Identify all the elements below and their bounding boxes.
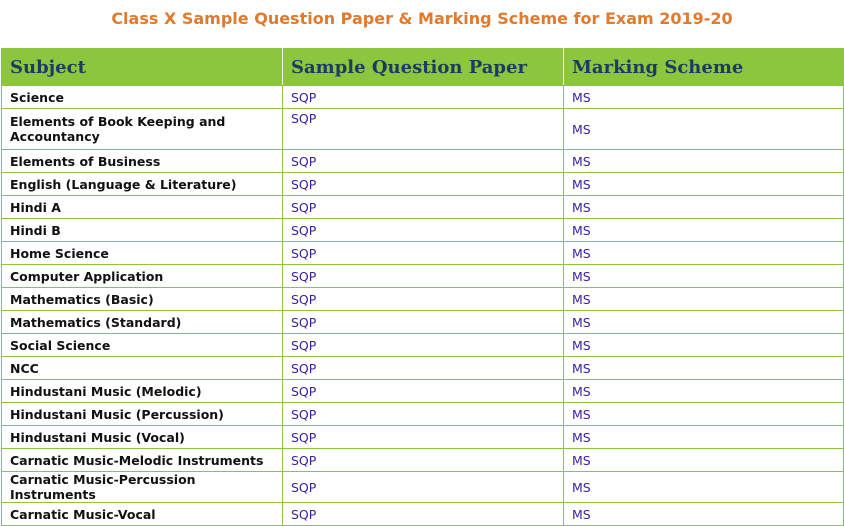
ms-link-label[interactable]: MS (572, 337, 591, 353)
subject-cell: Elements of Business (2, 150, 283, 173)
ms-link-label[interactable]: MS (572, 153, 591, 169)
sqp-link-label[interactable]: SQP (291, 245, 317, 261)
sqp-link[interactable] (283, 426, 564, 449)
ms-link[interactable] (564, 449, 844, 472)
subject-cell: Hindi B (2, 219, 283, 242)
subject-cell: Carnatic Music-Melodic Instruments (2, 449, 283, 472)
ms-link-label[interactable]: MS (572, 121, 591, 137)
sqp-link[interactable] (283, 334, 564, 357)
sqp-link-label[interactable]: SQP (291, 111, 317, 126)
table-row (2, 357, 844, 380)
table-row (2, 242, 844, 265)
sqp-link-label[interactable]: SQP (291, 314, 317, 330)
sqp-link[interactable] (283, 173, 564, 196)
ms-link-label[interactable]: MS (572, 452, 591, 468)
sqp-link[interactable] (283, 288, 564, 311)
sqp-link-label[interactable]: SQP (291, 199, 317, 215)
table-row (2, 403, 844, 426)
subject-cell: Science (2, 86, 283, 109)
subject-cell: Elements of Book Keeping and Accountancy (2, 109, 283, 150)
sqp-link[interactable] (283, 503, 564, 526)
ms-link-label[interactable]: MS (572, 89, 591, 105)
sqp-link-label[interactable]: SQP (291, 506, 317, 522)
ms-link[interactable] (564, 288, 844, 311)
sqp-link-label[interactable]: SQP (291, 89, 317, 105)
sqp-link[interactable] (283, 403, 564, 426)
table-row (2, 196, 844, 219)
ms-link-label[interactable]: MS (572, 245, 591, 261)
sqp-link-label[interactable]: SQP (291, 452, 317, 468)
ms-link-label[interactable]: MS (572, 314, 591, 330)
sqp-link-label[interactable]: SQP (291, 406, 317, 422)
ms-link[interactable] (564, 219, 844, 242)
subject-cell: NCC (2, 357, 283, 380)
subjects-table (1, 48, 844, 526)
table-row (2, 311, 844, 334)
table-header-row (2, 49, 844, 86)
subject-cell: Home Science (2, 242, 283, 265)
subject-cell: Hindustani Music (Vocal) (2, 426, 283, 449)
sqp-link[interactable] (283, 449, 564, 472)
sqp-link-label[interactable]: SQP (291, 268, 317, 284)
subject-cell: English (Language & Literature) (2, 173, 283, 196)
column-header-subject: Subject (2, 49, 283, 86)
sqp-link[interactable] (283, 109, 564, 150)
sqp-link-label[interactable]: SQP (291, 383, 317, 399)
table-row (2, 265, 844, 288)
sqp-link[interactable] (283, 196, 564, 219)
table-row (2, 472, 844, 503)
sqp-link[interactable] (283, 311, 564, 334)
table-row (2, 449, 844, 472)
subject-cell: Hindustani Music (Percussion) (2, 403, 283, 426)
ms-link[interactable] (564, 426, 844, 449)
ms-link-label[interactable]: MS (572, 429, 591, 445)
page-title: Class X Sample Question Paper & Marking Scheme for Exam 2019-20 (111, 9, 733, 28)
sqp-link-label[interactable]: SQP (291, 176, 317, 192)
sqp-link[interactable] (283, 219, 564, 242)
subject-cell: Social Science (2, 334, 283, 357)
sqp-link-label[interactable]: SQP (291, 291, 317, 307)
subject-cell: Computer Application (2, 265, 283, 288)
sqp-link-label[interactable]: SQP (291, 429, 317, 445)
table-row (2, 334, 844, 357)
sqp-link-label[interactable]: SQP (291, 153, 317, 169)
subject-cell: Carnatic Music-Vocal (2, 503, 283, 526)
ms-link[interactable] (564, 150, 844, 173)
subject-cell: Hindi A (2, 196, 283, 219)
ms-link[interactable] (564, 357, 844, 380)
table-row (2, 109, 844, 150)
ms-link-label[interactable]: MS (572, 479, 591, 495)
sqp-link-label[interactable]: SQP (291, 360, 317, 376)
ms-link-label[interactable]: MS (572, 222, 591, 238)
sqp-link[interactable] (283, 380, 564, 403)
sqp-link[interactable] (283, 150, 564, 173)
table-row (2, 219, 844, 242)
table-row (2, 86, 844, 109)
ms-link-label[interactable]: MS (572, 291, 591, 307)
ms-link[interactable] (564, 196, 844, 219)
ms-link[interactable] (564, 265, 844, 288)
ms-link-label[interactable]: MS (572, 383, 591, 399)
sqp-link[interactable] (283, 242, 564, 265)
ms-link[interactable] (564, 472, 844, 503)
ms-link[interactable] (564, 242, 844, 265)
ms-link-label[interactable]: MS (572, 506, 591, 522)
ms-link-label[interactable]: MS (572, 406, 591, 422)
subject-cell: Carnatic Music-Percussion Instruments (2, 472, 283, 503)
ms-link[interactable] (564, 86, 844, 109)
sqp-link[interactable] (283, 86, 564, 109)
ms-link[interactable] (564, 380, 844, 403)
sqp-link[interactable] (283, 357, 564, 380)
ms-link-label[interactable]: MS (572, 360, 591, 376)
subject-cell: Mathematics (Standard) (2, 311, 283, 334)
sqp-link-label[interactable]: SQP (291, 337, 317, 353)
subject-cell: Hindustani Music (Melodic) (2, 380, 283, 403)
column-header-sample-question-paper: Sample Question Paper (283, 49, 564, 86)
ms-link[interactable] (564, 503, 844, 526)
sqp-link-label[interactable]: SQP (291, 479, 317, 495)
subject-cell: Mathematics (Basic) (2, 288, 283, 311)
table-row (2, 426, 844, 449)
table-row (2, 173, 844, 196)
sqp-link[interactable] (283, 472, 564, 503)
ms-link[interactable] (564, 403, 844, 426)
table-row (2, 288, 844, 311)
ms-link-label[interactable]: MS (572, 268, 591, 284)
ms-link[interactable] (564, 311, 844, 334)
table-row (2, 380, 844, 403)
ms-link-label[interactable]: MS (572, 199, 591, 215)
column-header-marking-scheme: Marking Scheme (564, 49, 844, 86)
table-row (2, 503, 844, 526)
ms-link[interactable] (564, 334, 844, 357)
ms-link[interactable] (564, 109, 844, 150)
table-row (2, 150, 844, 173)
ms-link-label[interactable]: MS (572, 176, 591, 192)
sqp-link[interactable] (283, 265, 564, 288)
sqp-link-label[interactable]: SQP (291, 222, 317, 238)
ms-link[interactable] (564, 173, 844, 196)
